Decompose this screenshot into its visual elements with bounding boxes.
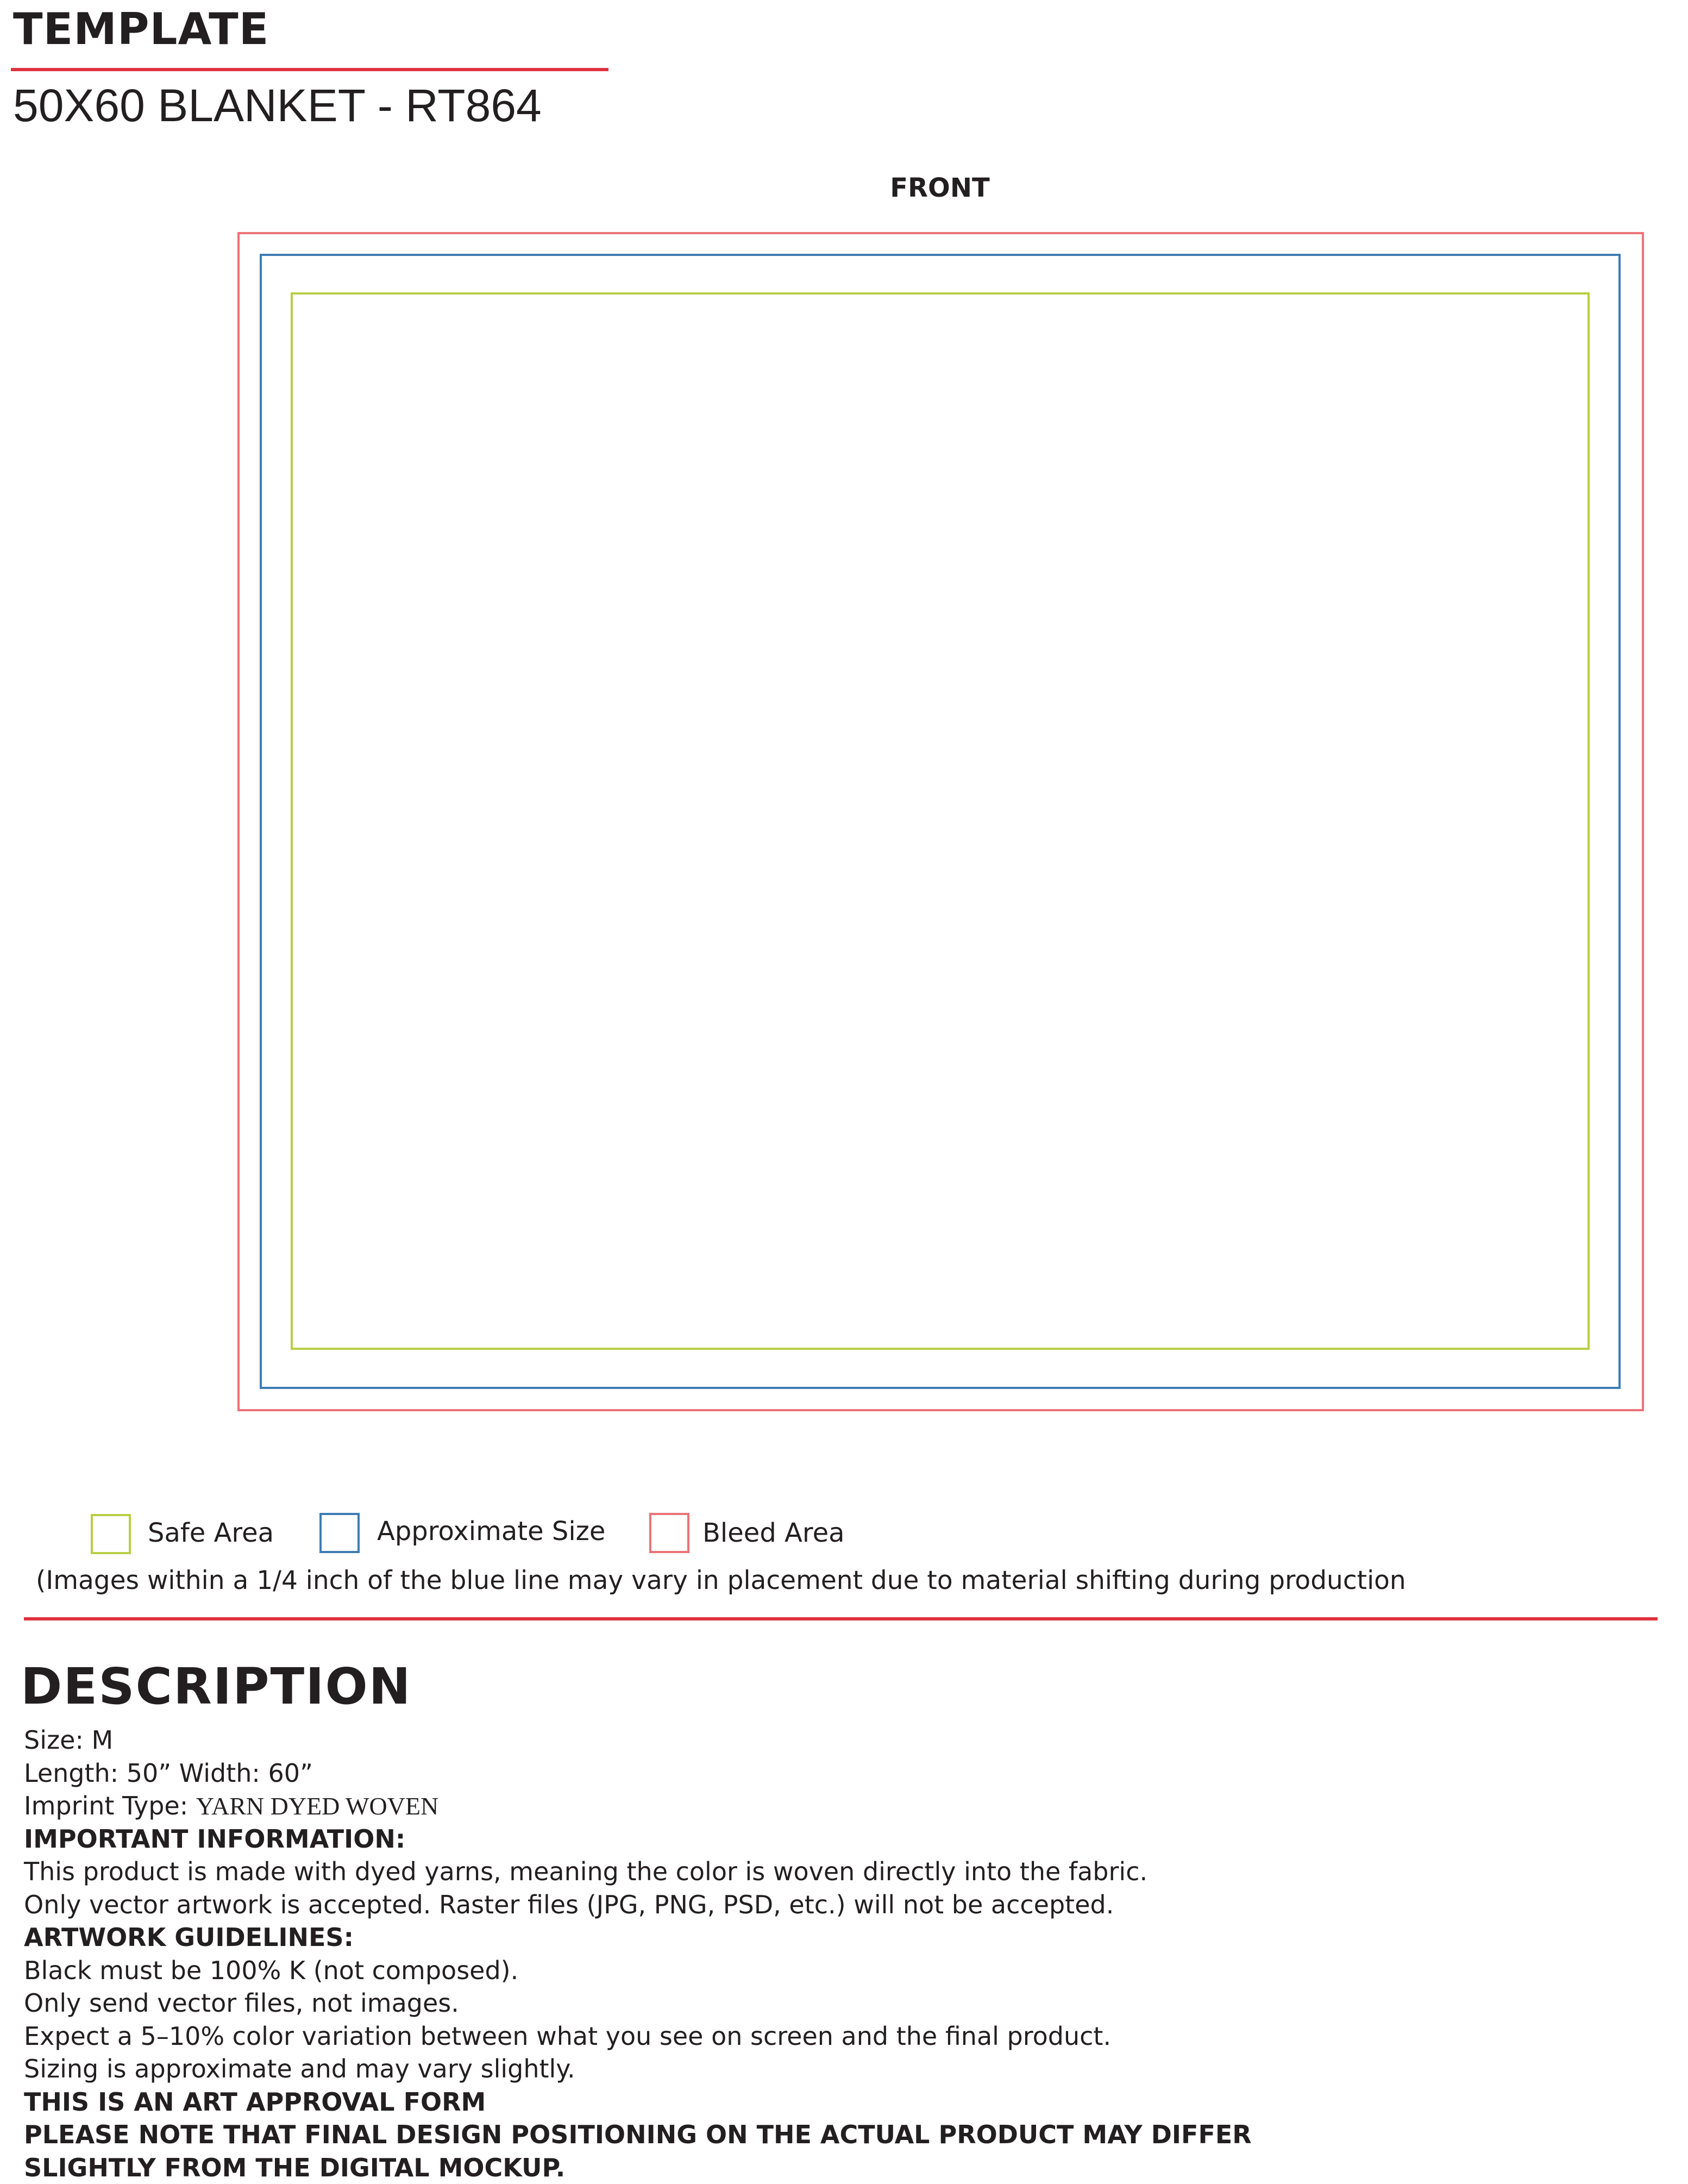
bleed-area-legend-label: Bleed Area: [702, 1520, 845, 1546]
size-line: Size: M: [24, 1724, 1654, 1757]
approximate-size-legend-label: Approximate Size: [377, 1518, 605, 1544]
safe-area-outline: [291, 292, 1590, 1350]
imprint-type-label: Imprint Type:: [24, 1791, 196, 1820]
artwork-guidelines-heading: ARTWORK GUIDELINES:: [24, 1921, 1654, 1954]
imprint-type-line: [24, 1789, 1654, 1823]
dimensions-line: Length: 50” Width: 60”: [24, 1757, 1654, 1790]
placement-note: (Images within a 1/4 inch of the blue line may vary in placement due to material shifting during production: [36, 1568, 1406, 1593]
important-info-line: This product is made with dyed yarns, meaning the color is woven directly into the fabric.: [24, 1855, 1654, 1888]
template-heading: TEMPLATE: [13, 8, 269, 51]
guideline-line: Sizing is approximate and may vary slightly.: [24, 2052, 1654, 2086]
safe-area-legend-label: Safe Area: [148, 1520, 274, 1546]
imprint-type-value: YARN DYED WOVEN: [196, 1792, 438, 1820]
safe-area-swatch: [91, 1514, 131, 1554]
bleed-area-swatch: [649, 1513, 689, 1553]
guideline-line: Black must be 100% K (not composed).: [24, 1954, 1654, 1987]
description-heading: DESCRIPTION: [21, 1662, 412, 1712]
important-info-heading: IMPORTANT INFORMATION:: [24, 1823, 1654, 1856]
disclaimer-line: SLIGHTLY FROM THE DIGITAL MOCKUP.: [24, 2151, 1654, 2184]
product-title: 50X60 BLANKET - RT864: [13, 83, 542, 128]
description-list: [24, 1724, 1654, 2184]
guideline-line: Expect a 5–10% color variation between what you see on screen and the final product.: [24, 2020, 1654, 2053]
header-divider: [11, 68, 608, 71]
section-divider: [24, 1617, 1658, 1620]
guideline-line: Only send vector files, not images.: [24, 1987, 1654, 2020]
important-info-line: Only vector artwork is accepted. Raster files (JPG, PNG, PSD, etc.) will not be accepted.: [24, 1888, 1654, 1922]
front-label: FRONT: [771, 175, 1108, 201]
art-approval-line: THIS IS AN ART APPROVAL FORM: [24, 2086, 1654, 2119]
approximate-size-swatch: [319, 1513, 360, 1553]
disclaimer-line: PLEASE NOTE THAT FINAL DESIGN POSITIONING ON THE ACTUAL PRODUCT MAY DIFFER: [24, 2118, 1654, 2151]
